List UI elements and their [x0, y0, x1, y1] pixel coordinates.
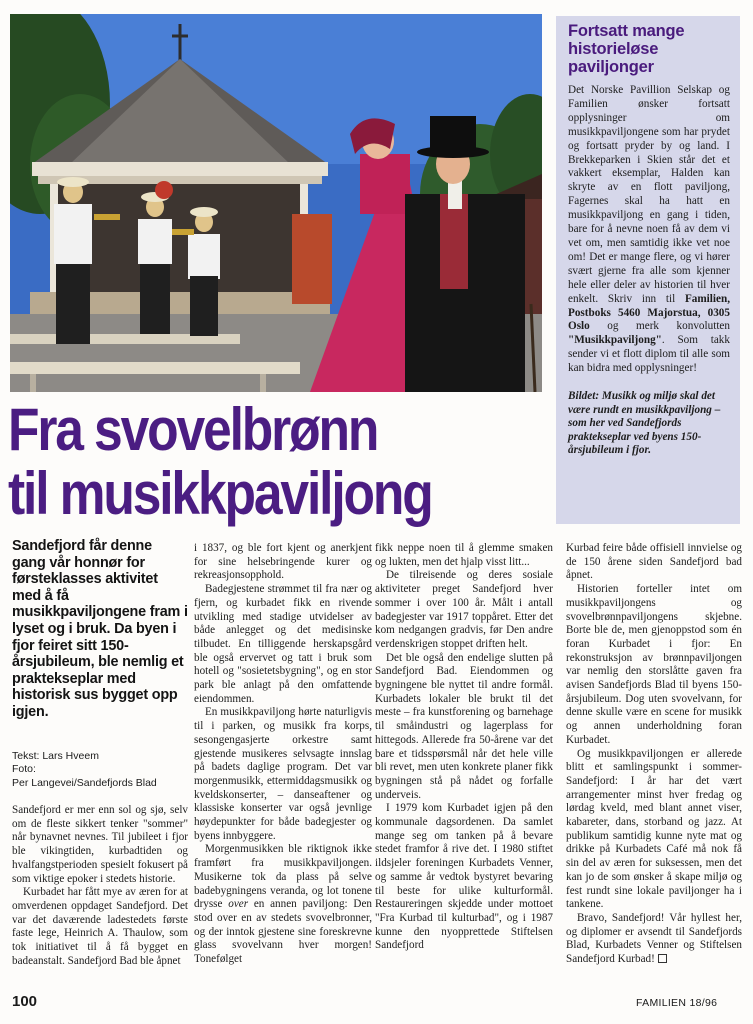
headline-line-1: Fra svovelbrønn [8, 396, 378, 463]
text-credit: Tekst: Lars Hveem [12, 750, 99, 762]
paragraph-text: Bravo, Sandefjord! Vår hyllest her, og diplomer er avsendt til Sandefjords Blad, Kurbadets Venner og Stiftelsen Sandefjord Kurbad! [566, 911, 742, 966]
article-column-3 [375, 542, 553, 953]
article-column-4 [566, 542, 742, 967]
photo-credit-label: Foto: [12, 763, 36, 776]
article-column-1 [12, 804, 188, 968]
paragraph: Det ble også den endelige slutten på Sandefjord Bad. Eiendommen og bygningene ble nyttet til andre formål. Kurbadets lokaler ble brukt til det meste – fra kunstforening og barnehage til småindustri og lagerplass for hittegods. Allerede fra 50-årene var det bare et tidsspørsmål når det hele ville bli revet, men uten konkrete planer fikk bygningen stå på nådet og forfalle underveis. [375, 651, 553, 801]
sidebar-body [568, 84, 730, 376]
paragraph: fikk neppe noen til å glemme smaken og lukten, men det hjalp visst litt... [375, 542, 553, 568]
sidebar-body-text-2: og merk konvolutten [589, 320, 730, 333]
paragraph: En musikkpaviljong hørte naturligvis til i parken, og musikk fra korps, sesongengasjerte orkestre samt gjestende musikeres selvsagte innslag på badets daglige program. Det var morgenmusikk, ettermiddagsmusikk og kveldskonserter, – danseaftener og klassiske konserter var også jevnlige høydepunkter for både badegjester og byens innbyggere. [194, 706, 372, 842]
paragraph-text: en annen paviljong: Den stod over en av stedets svovelbronner, og der inntok gjestene sine foreskrevne glass svovelvann hver morgen! Tonefølget [194, 898, 372, 966]
paragraph: De tilreisende og deres sosiale aktiviteter preget Sandefjord hver sommer i over 100 år. Målt i antall badegjester var 1917 toppåret. Etter det kom nedgangen gradvis, før Den andre verdenskrigen stoppet driften helt. [375, 569, 553, 650]
page-number: 100 [12, 993, 38, 1010]
end-mark-icon [658, 954, 667, 963]
headline [8, 398, 558, 526]
issue-label: FAMILIEN 18/96 [636, 997, 718, 1009]
emphasis-text: over [228, 898, 249, 911]
paragraph: Sandefjord er mer enn sol og sjø, selv om de fleste sikkert tenker "sommer" når bynavnet nevnes. Til jubileet i fjor ble vikingtiden, kurbadtiden og hvalfangstperioden spesielt fokusert på som viktige epoker i stedets historie. [12, 804, 188, 885]
sidebar-body-text: Det Norske Pavillion Selskap og Familien ønsker fortsatt opplysninger om musikkpaviljongene som har prydet og fortsatt pryder by og land. I Brekkeparken i Skien står det et vakkert eksemplar, Halden kan skryte av en flott paviljong, Fagernes skal ha hatt en musikkpaviljong en gang i tiden, bare for å nevne noen få av dem vi vet om, men samtidig ikke vet noe om! Det er mange flere, og vi hører svært gjerne fra alle som kjenner hele eller deler av historien til hver enkelt. Skriv inn til [568, 84, 730, 305]
paragraph: Historien forteller intet om musikkpaviljongens og svovelbrønnpaviljongens skjebne. Borte ble de, men gjenoppstod som én foran Kurbadet i fjor: En rekonstruksjon av brønnpaviljongen var nemlig den storslåtte gaven fra avisen Sandefjords Blad til byens 150-årsjubileum. Dog uten svovelvann, for denne skulle være en scene for musikk og annen underholdning foran Kurbadet. [566, 583, 742, 746]
paragraph: Og musikkpaviljongen er allerede blitt et samlingspunkt i sommer-Sandefjord: I år har det vært arrangementer minst hver fredag og lørdag kveld, med blant annet viser, kabareter, dans, storband og jazz. At publikum samtidig kunne nyte mat og drikke på Kurbadets Café må nok få sin del av æren for suksessen, men det kan jo de som ønsker å skape miljø og fest rundt sine lokale paviljonger ha i tankene. [566, 747, 742, 911]
sidebar-envelope-label: "Musikkpaviljong" [568, 334, 662, 347]
paragraph: Kurbadet har fått mye av æren for at omverdenen oppdaget Sandefjord. Det var det daværende ladestedets første faste lege, Heinrich A. Thaulow, som tok initiativet til å få bygget en badeanstalt. Sandefjord Bad ble åpnet [12, 886, 188, 967]
paragraph: Badegjestene strømmet til fra nær og fjern, og kurbadet fikk en rivende utvikling med stadige utvidelser av både anlegget og det medisinske tilbudet. En tilliggende herskapsgård ble også ervervet og tatt i bruk som hotell og "sosietetsbygning", og en stor park ble anlagt på den omfattende eiendommen. [194, 583, 372, 705]
photo-caption: Bildet: Musikk og miljø skal det være rundt en musikkpaviljong – som her ved Sandefjords praktekseplar ved byens 150-årsjubileum i fjor. [568, 390, 721, 457]
sidebar-address: Familien, Postboks 5460 Majorstua, 0305 Oslo [568, 292, 730, 333]
photo-credit: Per Langevei/Sandefjords Blad [12, 776, 157, 789]
sidebar-title: Fortsatt mange historieløse paviljonger [568, 22, 685, 76]
paragraph: i 1837, og ble fort kjent og anerkjent for sine helsebringende kurer og rekreasjonsopphold. [194, 542, 372, 582]
headline-line-2: til musikkpaviljong [8, 460, 432, 527]
paragraph: Kurbad feire både offisiell innvielse og de 150 årene siden Sandefjord bad åpnet. [566, 542, 742, 582]
info-sidebar [556, 16, 740, 524]
paragraph-text: Morgenmusikken ble riktignok ikke framført fra musikkpaviljongen. Musikerne tok da plass på selve badebygningens veranda, og lot tonene drysse [194, 843, 372, 911]
pavilion-band-photo [10, 14, 542, 392]
paragraph: I 1979 kom Kurbadet igjen på den kommunale dagsordenen. Da samlet mange seg om tanken på å bevare stedet framfor å rive det. I 1980 stiftet ildsjeler foreningen Kurbadets Venner, og samme år vedtok bystyret bevaring til beste for ulike kulturformål. Restaureringen skjedde under mottoet "Fra Kurbad til kulturbad", og i 1987 kunne den nyopprettede Stiftelsen Sandefjord [375, 802, 553, 952]
paragraph [194, 843, 372, 966]
paragraph [566, 912, 742, 967]
byline [12, 750, 188, 790]
sidebar-body-text-3: . Som takk sender vi et flott diplom til alle som kan bidra med opplysninger! [568, 334, 730, 375]
article-column-2 [194, 542, 372, 967]
lead-paragraph: Sandefjord får denne gang vår honnør for førsteklasses aktivitet med å få musikkpaviljongene fram i lyset og i bruk. Da byen i fjor feiret sitt 150-årsjubileum, ble nemlig et praktekseplar med historisk sus bygget opp igjen. [12, 538, 188, 720]
